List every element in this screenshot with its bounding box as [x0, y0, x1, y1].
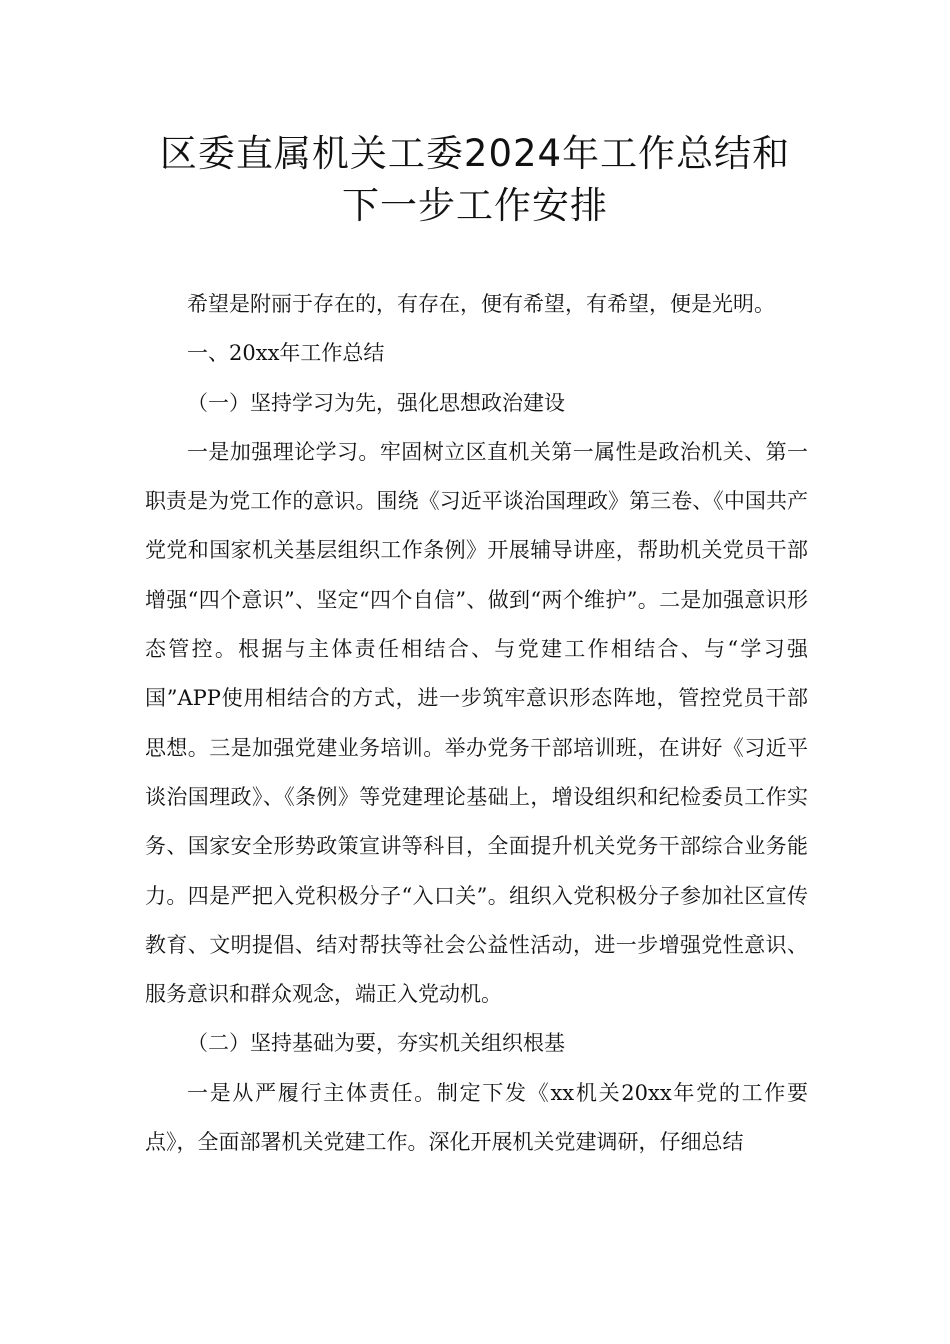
paragraph-responsibility: 一是从严履行主体责任。制定下发《xx机关20xx年党的工作要点》，全面部署机关党建工作。深化开展机关党建调研，仔细总结 [145, 1080, 808, 1155]
paragraph-quote: 希望是附丽于存在的，有存在，便有希望，有希望，便是光明。 [187, 292, 775, 316]
document-body [145, 280, 808, 1167]
section-heading-1: 一、20xx年工作总结 [187, 341, 385, 366]
document-title-line-2: 下一步工作安排 [342, 184, 608, 227]
subsection-heading-1: （一）坚持学习为先，强化思想政治建设 [187, 390, 565, 415]
subsection-heading-2: （二）坚持基础为要，夯实机关组织根基 [187, 1031, 565, 1056]
document-title-line-1: 区委直属机关工委2024年工作总结和 [159, 132, 791, 175]
paragraph-study: 一是加强理论学习。牢固树立区直机关第一属性是政治机关、第一职责是为党工作的意识。围绕《习近平谈治国理政》第三卷、《中国共产党党和国家机关基层组织工作条例》开展辅导讲座，帮助机关党员干部增强“四个意识”、坚定“四个自信”、做到“两个维护”。二是加强意识形态管控。根据与主体责任相结合、与党建工作相结合、与“学习强国”APP使用相结合的方式，进一步筑牢意识形态阵地，管控党员干部思想。三是加强党建业务培训。举办党务干部培训班，在讲好《习近平谈治国理政》、《条例》等党建理论基础上，增设组织和纪检委员工作实务、国家安全形势政策宣讲等科目，全面提升机关党务干部综合业务能力。四是严把入党积极分子“入口关”。组织入党积极分子参加社区宣传教育、文明提倡、结对帮扶等社会公益性活动，进一步增强党性意识、服务意识和群众观念，端正入党动机。 [145, 439, 808, 1007]
